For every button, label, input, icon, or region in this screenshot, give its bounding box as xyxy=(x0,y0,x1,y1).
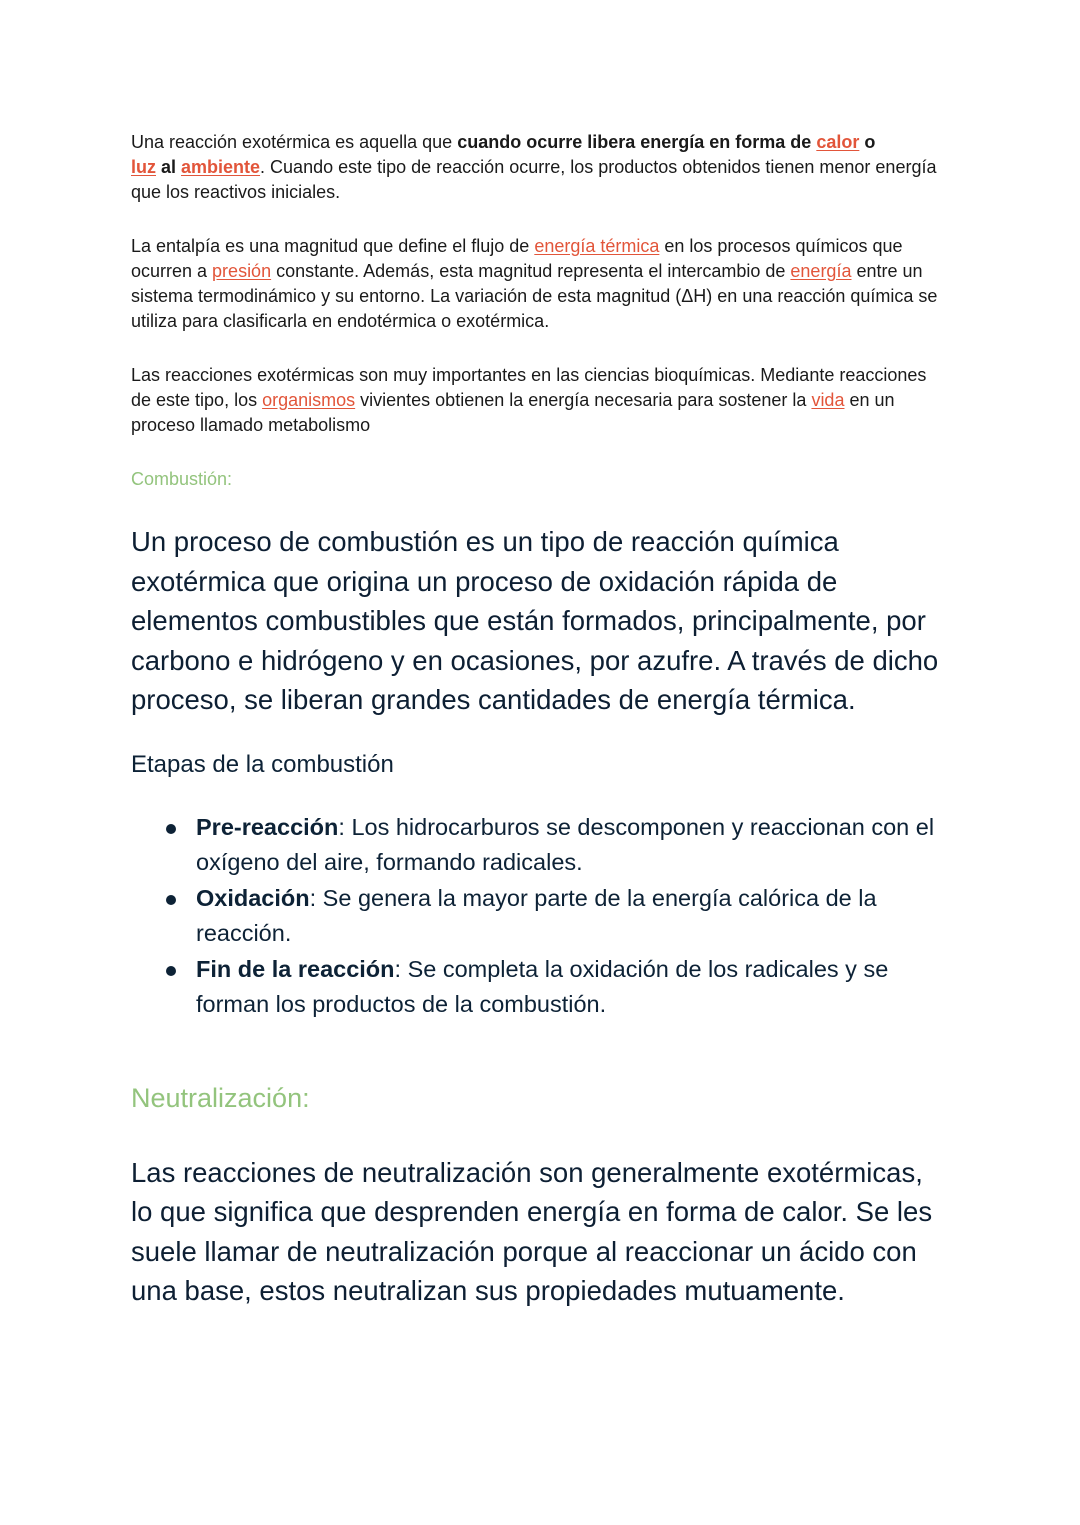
text: en los procesos químicos que ocurren a xyxy=(131,236,903,281)
neutralizacion-heading: Neutralización: xyxy=(131,1082,310,1113)
text: Una reacción exotérmica es aquella que xyxy=(131,132,458,152)
bullet-icon xyxy=(166,966,176,976)
document-page xyxy=(131,130,951,1341)
link-vida[interactable]: vida xyxy=(811,390,845,410)
intro-paragraph-entalpia xyxy=(131,234,951,334)
text: constante. Además, esta magnitud representa el intercambio de xyxy=(271,261,791,281)
bold-text: o xyxy=(859,132,876,152)
bold-text: cuando ocurre libera energía en forma de xyxy=(457,132,817,152)
intro-paragraph-exothermic xyxy=(131,130,951,205)
stages-heading: Etapas de la combustión xyxy=(131,750,394,778)
bullet-icon xyxy=(166,824,176,834)
intro-paragraph-importance xyxy=(131,363,951,438)
stage-term: Pre-reacción xyxy=(196,813,339,840)
neutralizacion-paragraph: Las reacciones de neutralización son generalmente exotérmicas, lo que significa que desprenden energía en forma de calor. Se les suele llamar de neutralización porque al reaccionar un ácido con una base, estos neutralizan sus propiedades mutuamente. xyxy=(131,1156,933,1306)
stage-text: : Los hidrocarburos se descomponen y reaccionan con el oxígeno del aire, formando radicales. xyxy=(196,813,935,875)
link-ambiente[interactable]: ambiente xyxy=(181,157,261,177)
combustion-paragraph: Un proceso de combustión es un tipo de reacción química exotérmica que origina un proceso de oxidación rápida de elementos combustibles que están formados, principalmente, por carbono e hidrógeno y en ocasiones, por azufre. A través de dicho proceso, se liberan grandes cantidades de energía térmica. xyxy=(131,526,939,715)
list-item xyxy=(196,881,951,952)
stage-text: : Se genera la mayor parte de la energía calórica de la reacción. xyxy=(196,884,877,946)
text: en un proceso llamado metabolismo xyxy=(131,390,895,435)
link-energia-termica[interactable]: energía térmica xyxy=(534,236,660,256)
link-luz[interactable]: luz xyxy=(131,157,156,177)
list-item xyxy=(196,952,951,1023)
stage-term: Fin de la reacción xyxy=(196,955,395,982)
link-organismos[interactable]: organismos xyxy=(262,390,356,410)
combustion-heading: Combustión: xyxy=(131,469,233,489)
link-presion[interactable]: presión xyxy=(212,261,272,281)
stage-term: Oxidación xyxy=(196,884,310,911)
text: La entalpía es una magnitud que define el flujo de xyxy=(131,236,535,256)
text: . Cuando este tipo de reacción ocurre, los productos obtenidos tienen menor energía que los reactivos iniciales. xyxy=(131,157,937,202)
link-calor[interactable]: calor xyxy=(816,132,860,152)
text: entre un sistema termodinámico y su entorno. La variación de esta magnitud (ΔH) en una reacción química se utiliza para clasificarla en endotérmica o exotérmica. xyxy=(131,261,938,331)
link-energia[interactable]: energía xyxy=(790,261,852,281)
text: Las reacciones exotérmicas son muy importantes en las ciencias bioquímicas. Mediante reacciones de este tipo, los xyxy=(131,365,927,410)
list-item xyxy=(196,810,951,881)
bullet-icon xyxy=(166,895,176,905)
bold-text: al xyxy=(156,157,182,177)
text: vivientes obtienen la energía necesaria para sostener la xyxy=(355,390,812,410)
stage-text: : Se completa la oxidación de los radicales y se forman los productos de la combustión. xyxy=(196,955,889,1017)
stages-list xyxy=(131,810,951,1023)
